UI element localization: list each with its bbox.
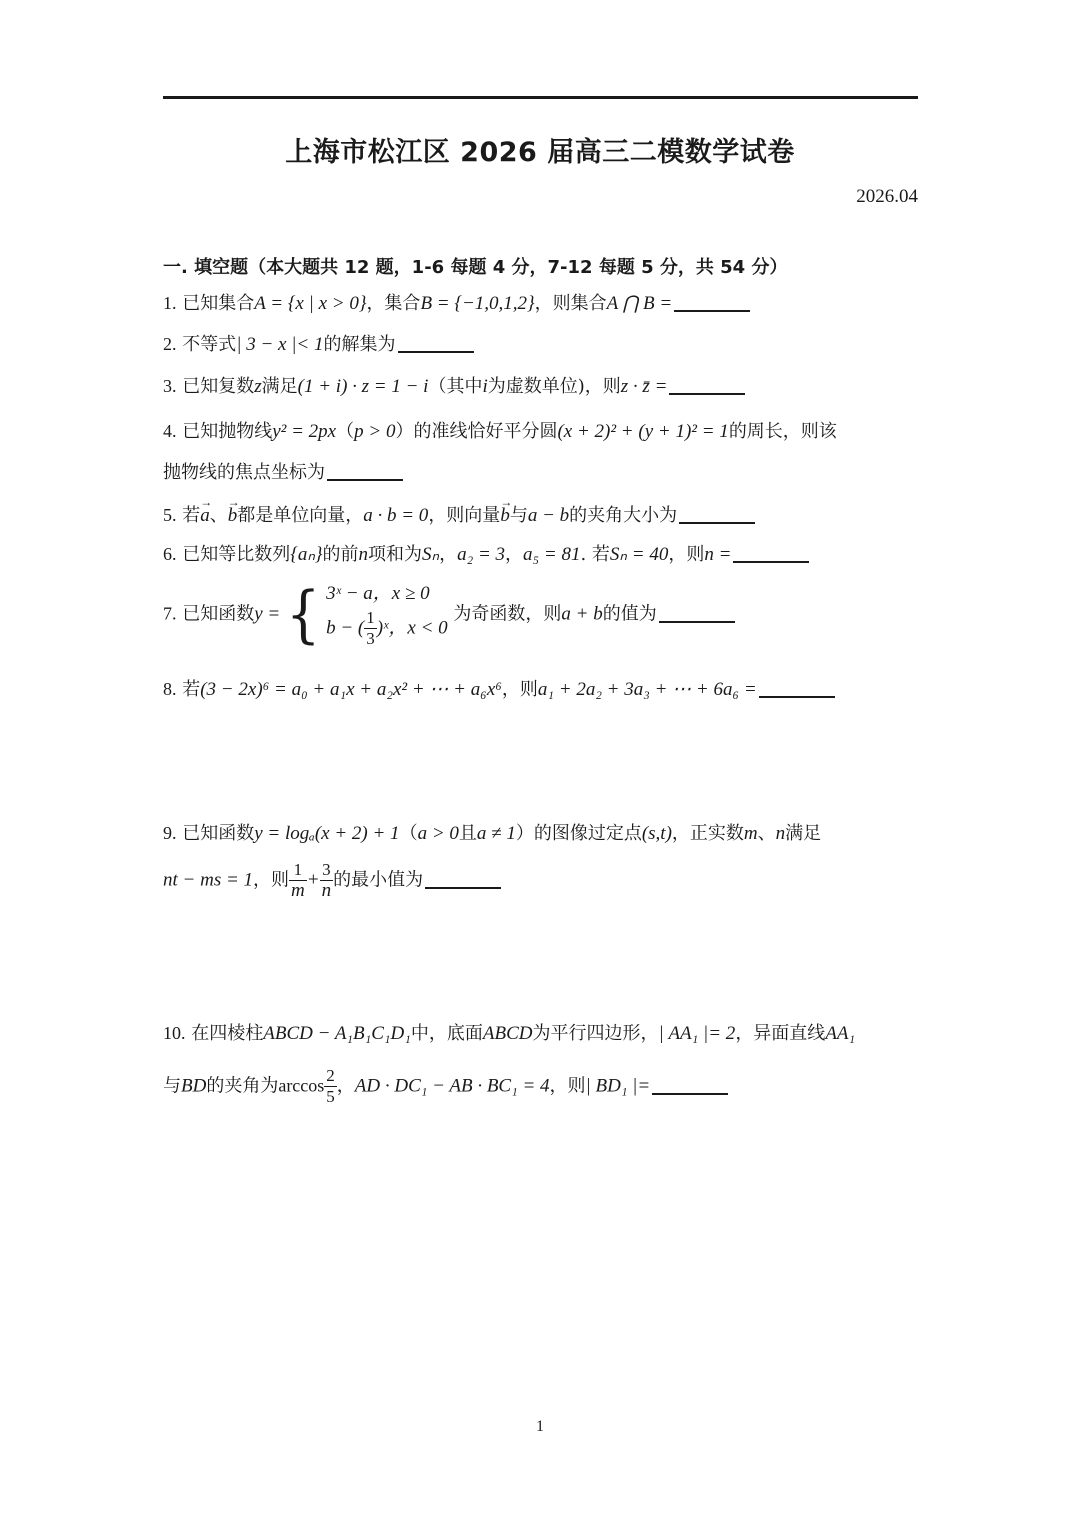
answer-blank[interactable] [733, 543, 809, 563]
question-9: 9. 已知函数y = logₐ(x + 2) + 1（a > 0且a ≠ 1）的图像过定点(s,t)，正实数m、n满足 [163, 823, 822, 844]
answer-blank[interactable] [652, 1075, 728, 1095]
answer-blank[interactable] [659, 603, 735, 623]
question-7: 7. 已知函数y = { 3ˣ − a，x ≥ 0 b − ( $\frac{1}{3}$ )ˣ，x < 0 为奇函数，则a + b的值为 [163, 580, 735, 649]
answer-blank[interactable] [759, 678, 835, 698]
fraction: $\frac{3}{n}$ [321, 860, 332, 901]
answer-blank[interactable] [669, 375, 745, 395]
question-8: 8. 若(3 − 2x)⁶ = a₀ + a₁x + a₂x² + ⋯ + a₆x⁶，则a₁ + 2a₂ + 3a₃ + ⋯ + 6a₆ = [163, 676, 835, 703]
section-heading: 一. 填空题（本大题共 12 题，1-6 每题 4 分，7-12 每题 5 分，共 54 分） [163, 257, 788, 278]
question-3: 3. 已知复数z满足(1 + i) · z = 1 − i（其中i为虚数单位)，则z · z̄ = [163, 373, 745, 400]
question-2: 2. 不等式| 3 − x |< 1的解集为 [163, 331, 474, 358]
question-10: 10. 在四棱柱ABCD − A₁B₁C₁D₁中，底面ABCD为平行四边形，| AA₁ |= 2，异面直线AA₁ [163, 1023, 856, 1044]
answer-blank[interactable] [674, 292, 750, 312]
page-number: 1 [536, 1418, 544, 1435]
piecewise-brace: { [285, 577, 321, 651]
question-4-cont: 抛物线的焦点坐标为 [163, 460, 403, 486]
question-9-cont: nt − ms = 1，则 $\frac{1}{m}$ + $\frac{3}{n}$ 的最小值为 [163, 860, 501, 901]
question-10-cont: 与BD的夹角为arccos $\frac{2}{5}$ ，AD · DC₁ − AB · BC₁ = 4，则| BD₁ |= [163, 1066, 728, 1107]
top-rule [163, 96, 918, 99]
answer-blank[interactable] [425, 869, 501, 889]
fraction: $\frac{1}{m}$ [291, 860, 305, 901]
question-5: 5. 若→ a、→ b都是单位向量，a · b = 0，则向量→ b与a − b的夹角大小为 [163, 502, 755, 529]
exam-title: 上海市松江区 2026 届高三二模数学试卷 [285, 137, 795, 168]
answer-blank[interactable] [679, 504, 755, 524]
answer-blank[interactable] [398, 333, 474, 353]
question-4: 4. 已知抛物线y² = 2px（p > 0）的准线恰好平分圆(x + 2)² + (y + 1)² = 1的周长，则该 [163, 421, 837, 442]
fraction: $\frac{2}{5}$ [326, 1066, 335, 1106]
answer-blank[interactable] [327, 461, 403, 481]
question-6: 6. 已知等比数列{aₙ}的前n项和为Sₙ，a₂ = 3，a₅ = 81. 若Sₙ = 40，则n = [163, 541, 809, 568]
piecewise-cases: 3ˣ − a，x ≥ 0 b − ( $\frac{1}{3}$ )ˣ，x < 0 [326, 583, 448, 648]
fraction: $\frac{1}{3}$ [366, 608, 375, 648]
question-1: 1. 已知集合A = {x | x > 0}，集合B = {−1,0,1,2}，则集合A ⋂ B = [163, 290, 750, 317]
exam-date: 2026.04 [856, 186, 918, 207]
